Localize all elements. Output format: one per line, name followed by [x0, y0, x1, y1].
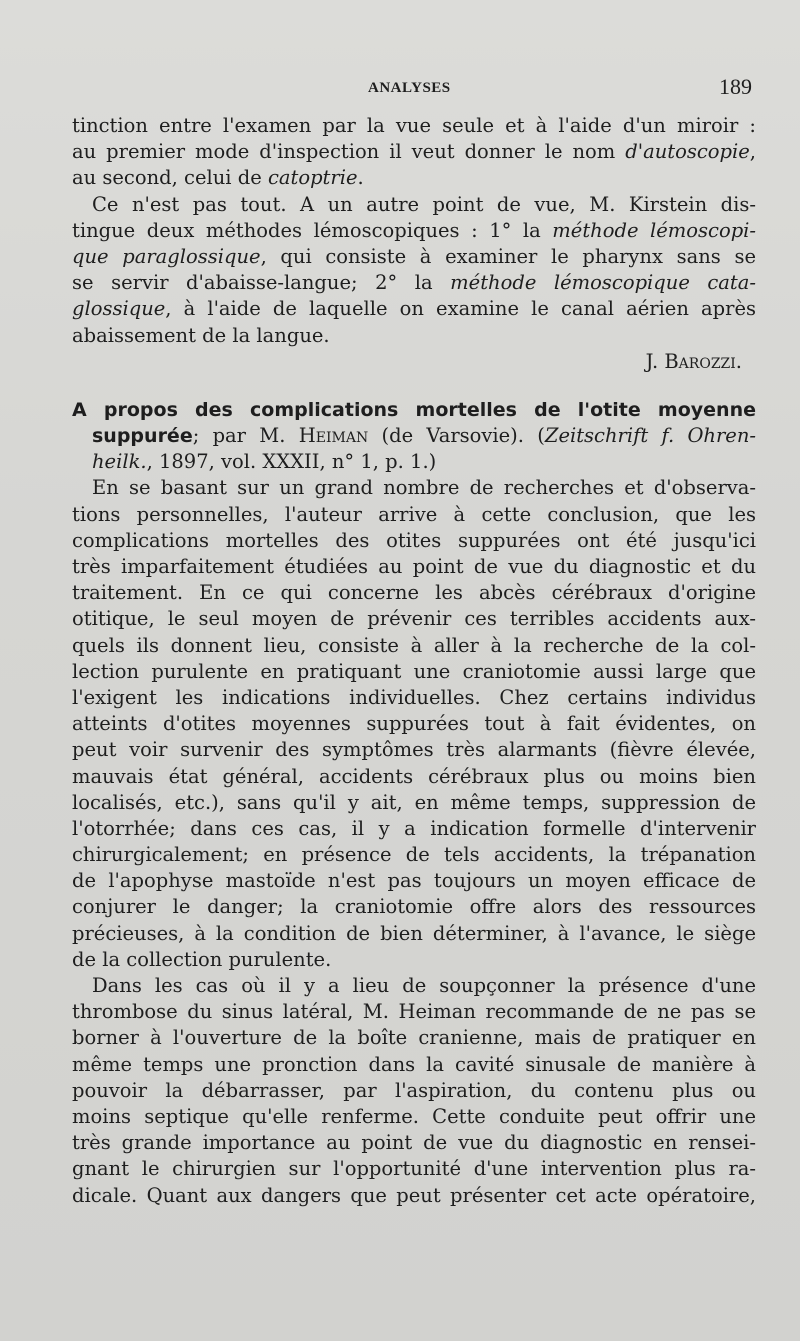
text-line: [72, 296, 756, 322]
text-segment: précieuses, à la condition de bien déterminer, à l'avance, le siège: [72, 921, 756, 945]
text-segment: thrombose du sinus latéral, M. Heiman recommande de ne pas se: [72, 1000, 756, 1024]
text-segment: dicale. Quant aux dangers que peut présenter cet acte opératoire,: [72, 1183, 756, 1207]
page-body: [72, 113, 756, 1209]
text-segment: l'otorrhée; dans ces cas, il y a indication formelle d'intervenir: [72, 816, 756, 840]
text-segment: Ce n'est pas tout. A un autre point de vue, M. Kirstein dis-: [92, 192, 756, 216]
title-segment: A propos des complications mortelles de l'otite moyenne: [72, 398, 756, 421]
text-segment: otitique, le seul moyen de prévenir ces terribles accidents aux-: [72, 607, 756, 631]
text-line: [72, 842, 756, 868]
text-segment: Dans les cas où il y a lieu de soupçonner la présence d'une: [92, 974, 756, 997]
text-line: [72, 1025, 756, 1051]
text-segment: complications mortelles des otites suppurées ont été jusqu'ici: [72, 528, 756, 552]
text-segment: gnant le chirurgien sur l'opportunité d'une intervention plus ra-: [72, 1157, 756, 1181]
text-line: [72, 449, 756, 475]
text-line: [72, 633, 756, 659]
italic-segment: glossique: [72, 297, 166, 321]
text-segment: .: [357, 166, 364, 190]
text-segment: tions personnelles, l'auteur arrive à cette conclusion, que les: [72, 502, 756, 526]
text-line: [72, 270, 756, 296]
text-line: [72, 165, 756, 191]
section-gap: [72, 375, 756, 397]
text-segment: , 1897, vol. XXXII, n° 1, p. 1.): [146, 450, 437, 474]
text-line: [72, 868, 756, 894]
text-segment: quels ils donnent lieu, consiste à aller à la recherche de la col-: [72, 633, 756, 657]
italic-segment: que paraglossique: [72, 244, 261, 268]
text-line: [72, 218, 756, 244]
text-segment: de la collection purulente.: [72, 947, 332, 971]
text-line: [72, 580, 756, 606]
article-paragraphs: [72, 113, 756, 349]
text-line: [72, 113, 756, 139]
author-name: Heiman: [298, 424, 369, 448]
page-header: [72, 74, 754, 108]
text-line: [72, 397, 756, 423]
text-segment: atteints d'otites moyennes suppurées tout à fait évidentes, on: [72, 712, 756, 736]
text-segment: se servir d'abaisse-langue; 2° la: [72, 271, 451, 295]
text-segment: localisés, etc.), sans qu'il y ait, en même temps, suppression de: [72, 790, 756, 814]
text-line: [72, 554, 756, 580]
text-line: [72, 606, 756, 632]
text-segment: traitement. En ce qui concerne les abcès cérébraux d'origine: [72, 581, 756, 605]
article-signature: [72, 349, 756, 375]
italic-segment: méthode lémoscopi-: [552, 218, 756, 242]
text-segment: moins septique qu'elle renferme. Cette conduite peut offrir une: [72, 1104, 756, 1128]
text-line: [72, 711, 756, 737]
text-line: [72, 323, 756, 349]
running-head: ANALYSES: [368, 80, 451, 96]
article-heiman: [72, 397, 756, 1209]
text-segment: peut voir survenir des symptômes très alarmants (fièvre élevée,: [72, 738, 756, 762]
text-segment: , à l'aide de laquelle on examine le canal aérien après: [165, 297, 756, 321]
article-barozzi: [72, 113, 756, 375]
italic-segment: Zeitschrift f. Ohren-: [544, 424, 756, 448]
text-segment: très grande importance au point de vue du diagnostic en rensei-: [72, 1131, 756, 1155]
text-segment: abaissement de la langue.: [72, 323, 330, 347]
text-segment: conjurer le danger; la craniotomie offre alors des ressources: [72, 895, 756, 919]
text-segment: l'exigent les indications individuelles. Chez certains individus: [72, 685, 756, 709]
text-line: [72, 139, 756, 165]
text-segment: borner à l'ouverture de la boîte cranienne, mais de pratiquer en: [72, 1026, 756, 1050]
text-line: [72, 1052, 756, 1078]
text-segment: En se basant sur un grand nombre de recherches et d'observa-: [92, 476, 756, 500]
text-line: [72, 1130, 756, 1156]
text-line: [72, 1183, 756, 1209]
text-line: [72, 502, 756, 528]
text-line: [72, 973, 756, 999]
text-line: [72, 1104, 756, 1130]
text-segment: ,: [749, 140, 756, 164]
text-line: [72, 790, 756, 816]
text-segment: chirurgicalement; en présence de tels accidents, la trépanation: [72, 843, 756, 867]
text-line: [72, 737, 756, 763]
text-line: [72, 475, 756, 501]
text-segment: tinction entre l'examen par la vue seule et à l'aide d'un miroir :: [72, 114, 756, 137]
text-segment: au second, celui de: [72, 166, 268, 190]
text-line: [72, 947, 756, 973]
text-segment: pouvoir la débarrasser, par l'aspiration, du contenu plus ou: [72, 1078, 756, 1102]
text-segment: tingue deux méthodes lémoscopiques : 1° la: [72, 218, 553, 242]
italic-segment: d'autoscopie: [625, 140, 750, 164]
text-line: [72, 659, 756, 685]
text-segment: ; par M.: [192, 424, 299, 448]
text-line: [72, 921, 756, 947]
italic-segment: méthode lémoscopique cata-: [450, 271, 756, 295]
text-segment: même temps une pronction dans la cavité sinusale de manière à: [72, 1052, 756, 1076]
text-segment: lection purulente en pratiquant une craniotomie aussi large que: [72, 659, 756, 683]
text-segment: au premier mode d'inspection il veut donner le nom: [72, 140, 626, 164]
text-line: [72, 423, 756, 449]
text-line: [72, 894, 756, 920]
text-line: [72, 685, 756, 711]
text-segment: mauvais état général, accidents cérébraux plus ou moins bien: [72, 764, 756, 788]
text-segment: (de Varsovie). (: [368, 424, 545, 448]
text-line: [72, 528, 756, 554]
text-segment: , qui consiste à examiner le pharynx sans se: [260, 244, 756, 268]
signature-text: J. Barozzi.: [645, 349, 742, 373]
text-line: [72, 999, 756, 1025]
text-line: [72, 764, 756, 790]
text-line: [72, 816, 756, 842]
title-segment: suppurée: [92, 425, 193, 448]
italic-segment: catoptrie: [267, 166, 358, 190]
text-line: [72, 1156, 756, 1182]
text-line: [72, 192, 756, 218]
article-paragraphs: [72, 475, 756, 1208]
page-number: 189: [719, 74, 752, 99]
italic-segment: heilk.: [92, 450, 147, 474]
text-segment: très imparfaitement étudiées au point de vue du diagnostic et du: [72, 555, 756, 578]
text-segment: de l'apophyse mastoïde n'est pas toujours un moyen efficace de: [72, 869, 756, 893]
text-line: [72, 1078, 756, 1104]
text-line: [72, 244, 756, 270]
article-title: [72, 397, 756, 476]
